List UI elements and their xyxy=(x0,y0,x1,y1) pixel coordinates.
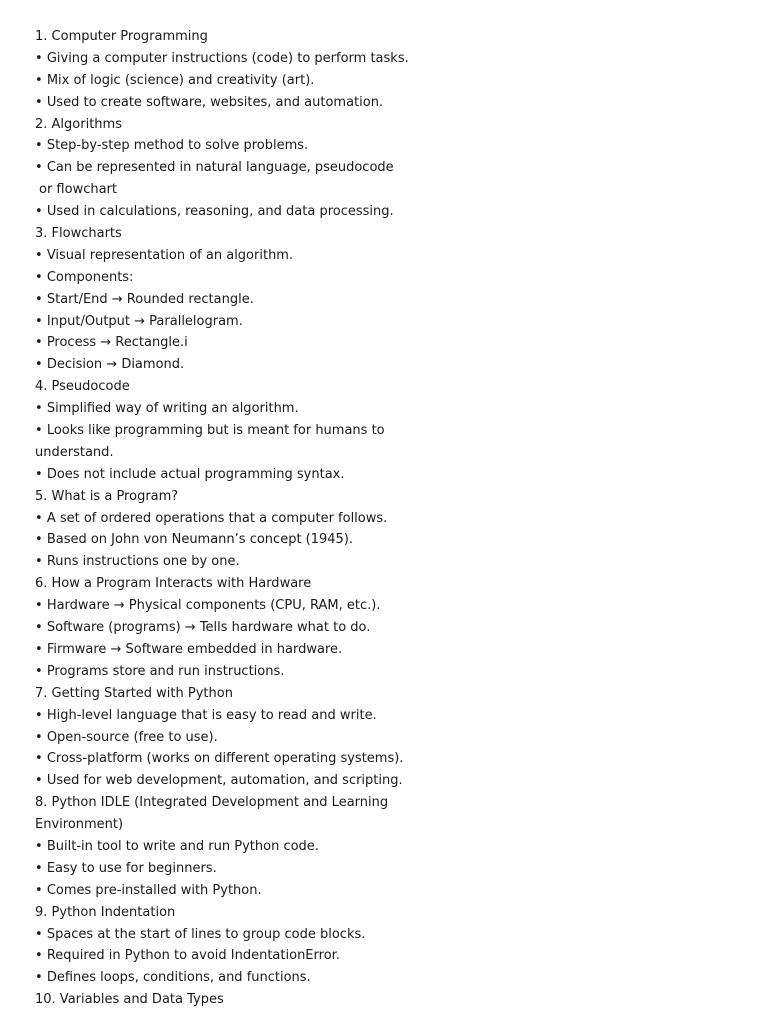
bullet-item: • Looks like programming but is meant for humans to xyxy=(35,420,395,442)
section-heading: 3. Flowcharts xyxy=(35,226,122,242)
bullet-item: • A set of ordered operations that a computer follows. xyxy=(35,508,395,530)
bullet-item: • Software (programs) → Tells hardware what to do. xyxy=(35,617,395,639)
bullet-item: • Programs store and run instructions. xyxy=(35,661,395,683)
bullet-item: • Based on John von Neumann’s concept (1945). xyxy=(35,529,395,551)
section-heading: 7. Getting Started with Python xyxy=(35,685,233,701)
bullet-item: • Used for web development, automation, and scripting. xyxy=(35,770,395,792)
bullet-item: • Easy to use for beginners. xyxy=(35,858,395,880)
wrapped-line: or flowchart xyxy=(39,182,117,198)
section-heading: 5. What is a Program? xyxy=(35,488,179,504)
bullet-item: • Components: xyxy=(35,267,395,289)
section-heading: 6. How a Program Interacts with Hardware xyxy=(35,576,312,592)
bullet-item: • Giving a computer instructions (code) to perform tasks. xyxy=(35,48,395,70)
bullet-item: • Does not include actual programming syntax. xyxy=(35,464,395,486)
bullet-item: • Used to create software, websites, and automation. xyxy=(35,92,395,114)
bullet-item: • Hardware → Physical components (CPU, RAM, etc.). xyxy=(35,595,395,617)
section-heading: 9. Python Indentation xyxy=(35,904,176,920)
section-heading: 8. Python IDLE (Integrated Development and Learning xyxy=(35,795,389,811)
bullet-item: • Visual representation of an algorithm. xyxy=(35,245,395,267)
bullet-item: • High-level language that is easy to read and write. xyxy=(35,705,395,727)
bullet-item: • Simplified way of writing an algorithm. xyxy=(35,398,395,420)
bullet-item: • Used in calculations, reasoning, and data processing. xyxy=(35,201,395,223)
bullet-item: • Cross-platform (works on different operating systems). xyxy=(35,748,395,770)
section-heading: 10. Variables and Data Types xyxy=(35,992,224,1008)
section-heading: 2. Algorithms xyxy=(35,116,122,132)
bullet-item: • Runs instructions one by one. xyxy=(35,551,395,573)
wrapped-line: understand. xyxy=(35,444,114,460)
section-heading: 4. Pseudocode xyxy=(35,379,130,395)
bullet-item: • Start/End → Rounded rectangle. xyxy=(35,289,395,311)
wrapped-line: Environment) xyxy=(35,817,124,833)
section-heading: 1. Computer Programming xyxy=(35,29,208,44)
bullet-item: • Step-by-step method to solve problems. xyxy=(35,135,395,157)
bullet-item: • Built-in tool to write and run Python code. xyxy=(35,836,395,858)
bullet-item: • Comes pre-installed with Python. xyxy=(35,880,395,902)
bullet-item: • Mix of logic (science) and creativity (art). xyxy=(35,70,395,92)
bullet-item: • Spaces at the start of lines to group code blocks. xyxy=(35,924,395,946)
bullet-item: • Required in Python to avoid IndentationError. xyxy=(35,945,395,967)
bullet-item: • Firmware → Software embedded in hardware. xyxy=(35,639,395,661)
bullet-item: • Can be represented in natural language, pseudocode xyxy=(35,157,395,179)
bullet-item: • Process → Rectangle.i xyxy=(35,332,395,354)
bullet-item: • Defines loops, conditions, and functions. xyxy=(35,967,395,989)
notes-document xyxy=(35,26,409,1011)
bullet-item: • Open-source (free to use). xyxy=(35,727,395,749)
bullet-item: • Input/Output → Parallelogram. xyxy=(35,311,395,333)
bullet-item: • Decision → Diamond. xyxy=(35,354,395,376)
